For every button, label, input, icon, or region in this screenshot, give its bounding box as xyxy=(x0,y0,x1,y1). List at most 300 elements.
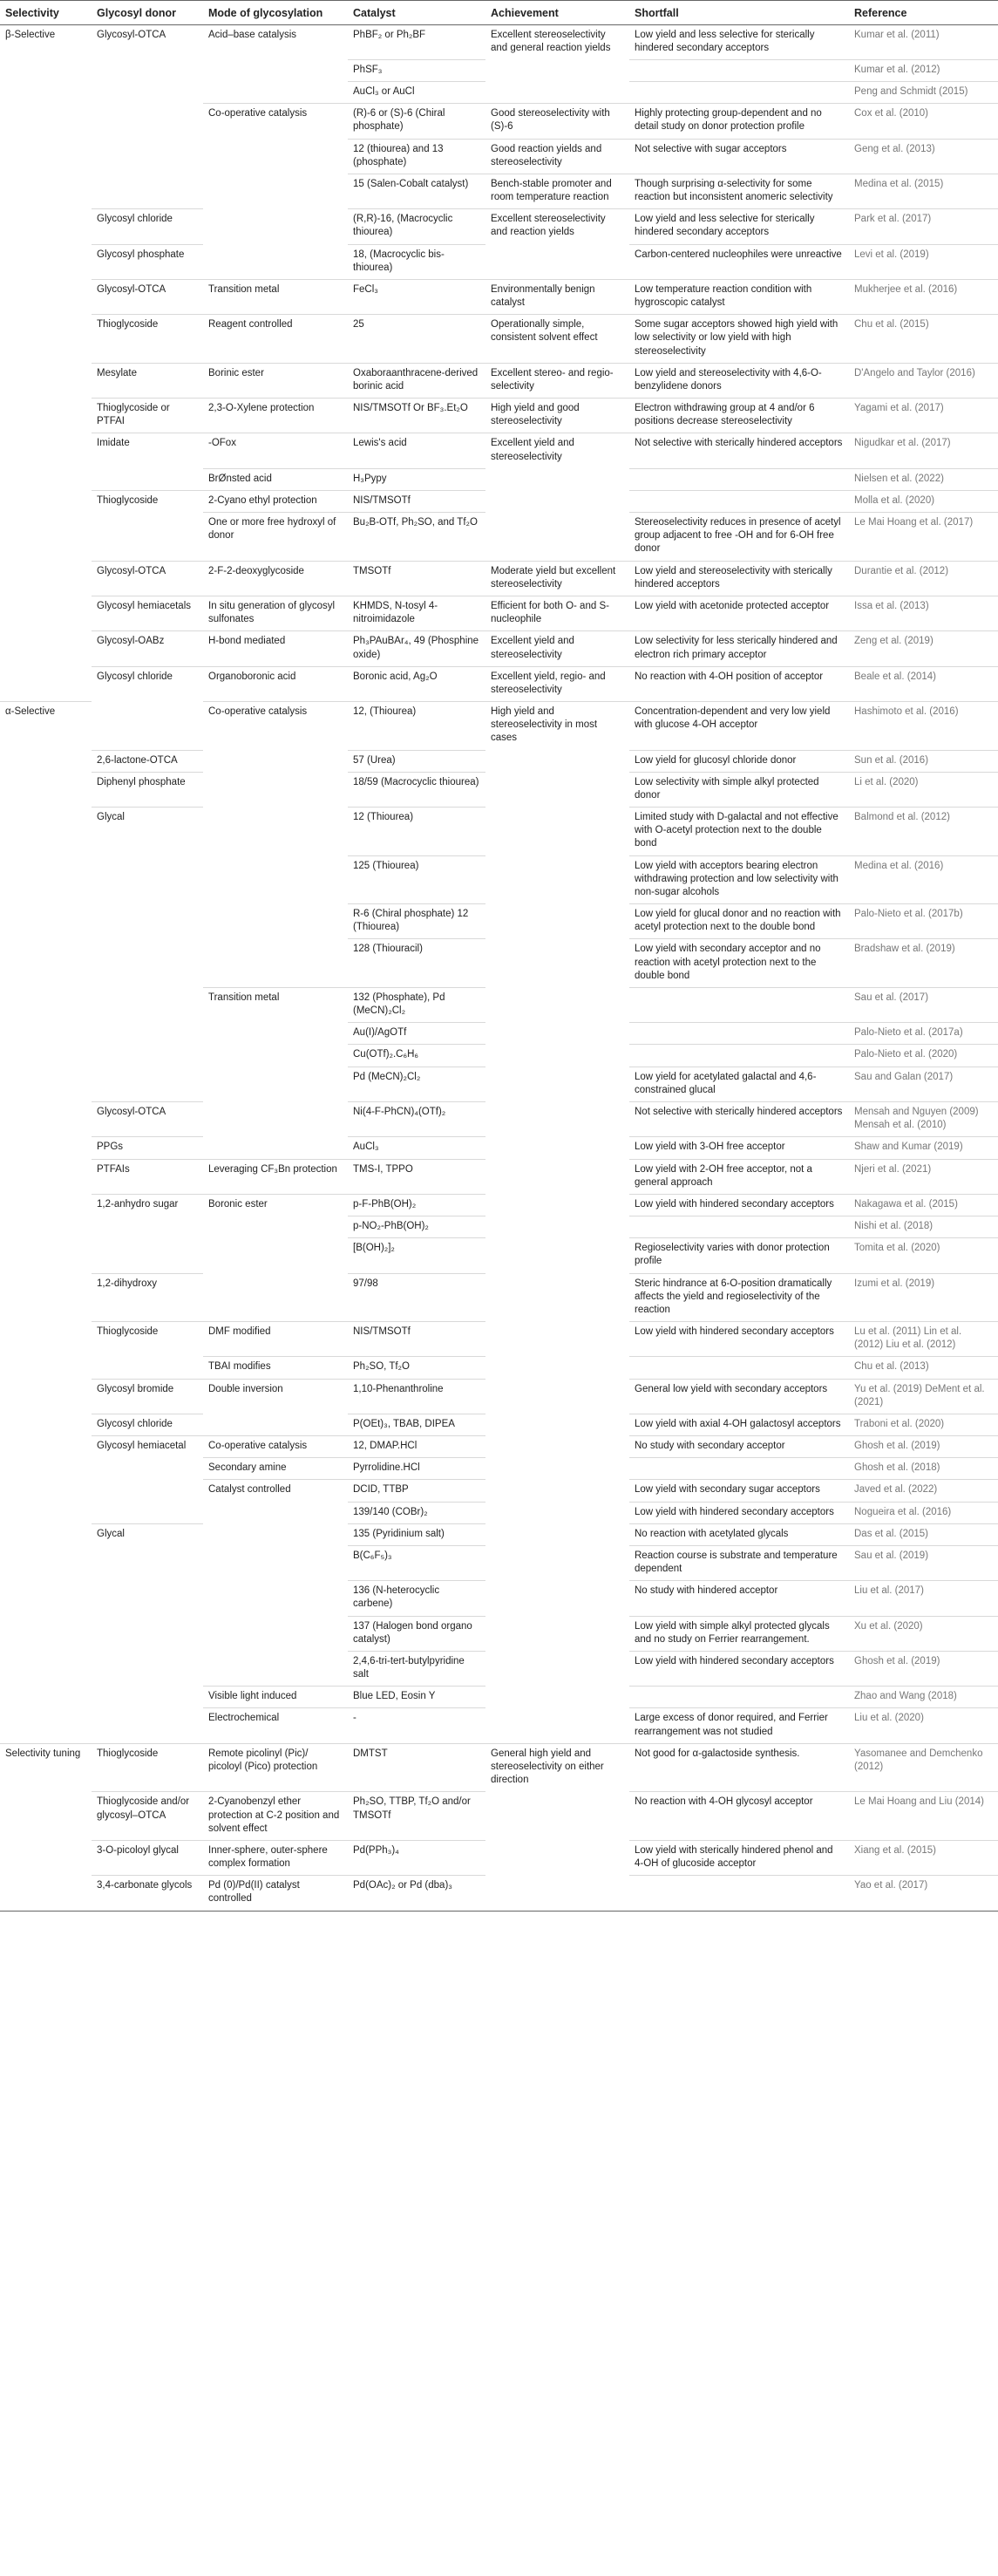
selectivity-cell xyxy=(0,1523,92,1545)
mode-cell xyxy=(203,1137,348,1159)
catalyst-cell: p-NO₂-PhB(OH)₂ xyxy=(348,1216,485,1238)
glycosyl-donor-cell: 3-O-picoloyl glycal xyxy=(92,1840,203,1875)
mode-cell: Reagent controlled xyxy=(203,315,348,364)
reference-cell: Kumar et al. (2012) xyxy=(849,59,998,81)
selectivity-cell xyxy=(0,561,92,596)
glycosyl-donor-cell xyxy=(92,82,203,104)
catalyst-cell: Au(I)/AgOTf xyxy=(348,1023,485,1045)
table-row xyxy=(0,1458,998,1480)
catalyst-cell: P(OEt)₃, TBAB, DIPEA xyxy=(348,1414,485,1435)
achievement-cell xyxy=(485,1137,629,1159)
table-row xyxy=(0,1101,998,1136)
glycosyl-donor-cell: Thioglycoside and/or glycosyl–OTCA xyxy=(92,1792,203,1841)
catalyst-cell: [B(OH)₂]₂ xyxy=(348,1238,485,1273)
shortfall-cell: Low yield with acetonide protected acceptor xyxy=(629,596,849,631)
reference-cell: Palo-Nieto et al. (2020) xyxy=(849,1045,998,1067)
reference-cell: Bradshaw et al. (2019) xyxy=(849,939,998,988)
catalyst-cell: KHMDS, N-tosyl 4-nitroimidazole xyxy=(348,596,485,631)
table-row xyxy=(0,1502,998,1523)
selectivity-cell xyxy=(0,1480,92,1502)
shortfall-cell: Low yield with sterically hindered phenol and 4-OH of glucoside acceptor xyxy=(629,1840,849,1875)
header-glycosyl-donor: Glycosyl donor xyxy=(92,1,203,25)
shortfall-cell xyxy=(629,1045,849,1067)
mode-cell: 2-F-2-deoxyglycoside xyxy=(203,561,348,596)
achievement-cell xyxy=(485,490,629,512)
achievement-cell xyxy=(485,1159,629,1194)
reference-cell: Molla et al. (2020) xyxy=(849,490,998,512)
achievement-cell: Excellent stereo- and regio-selectivity xyxy=(485,363,629,398)
selectivity-cell xyxy=(0,279,92,314)
mode-cell: Borinic ester xyxy=(203,363,348,398)
shortfall-cell: Not selective with sugar acceptors xyxy=(629,139,849,174)
reference-cell: Javed et al. (2022) xyxy=(849,1480,998,1502)
glycosyl-donor-cell xyxy=(92,1216,203,1238)
catalyst-cell: NIS/TMSOTf xyxy=(348,490,485,512)
header-catalyst: Catalyst xyxy=(348,1,485,25)
catalyst-cell: 18, (Macrocyclic bis-thiourea) xyxy=(348,244,485,279)
achievement-cell: High yield and good stereoselectivity xyxy=(485,399,629,433)
catalyst-cell: PhBF₂ or Ph₂BF xyxy=(348,24,485,59)
achievement-cell xyxy=(485,1067,629,1101)
table-row xyxy=(0,702,998,751)
table-row xyxy=(0,1273,998,1322)
achievement-cell xyxy=(485,244,629,279)
selectivity-cell xyxy=(0,468,92,490)
table-row xyxy=(0,855,998,904)
catalyst-cell: Bu₂B-OTf, Ph₂SO, and Tf₂O xyxy=(348,513,485,562)
reference-cell: Cox et al. (2010) xyxy=(849,104,998,139)
reference-cell: Sau et al. (2019) xyxy=(849,1545,998,1580)
selectivity-cell xyxy=(0,987,92,1022)
glycosyl-donor-cell xyxy=(92,513,203,562)
mode-cell xyxy=(203,855,348,904)
shortfall-cell: Low yield and less selective for sterically hindered secondary acceptors xyxy=(629,209,849,244)
selectivity-cell xyxy=(0,1458,92,1480)
reference-cell: Kumar et al. (2011) xyxy=(849,24,998,59)
reference-cell: Medina et al. (2016) xyxy=(849,855,998,904)
glycosyl-donor-cell xyxy=(92,1480,203,1502)
selectivity-cell xyxy=(0,1876,92,1911)
table-row xyxy=(0,1840,998,1875)
glycosyl-donor-cell xyxy=(92,1238,203,1273)
mode-cell: -OFox xyxy=(203,433,348,468)
mode-cell xyxy=(203,59,348,81)
selectivity-cell xyxy=(0,772,92,807)
achievement-cell: Excellent yield and stereoselectivity xyxy=(491,438,574,462)
achievement-cell xyxy=(485,939,629,988)
shortfall-cell: Low yield and less selective for sterically hindered secondary acceptors xyxy=(629,24,849,59)
table-row xyxy=(0,1322,998,1357)
table-row xyxy=(0,987,998,1022)
shortfall-cell: Electron withdrawing group at 4 and/or 6 positions decrease stereoselectivity xyxy=(629,399,849,433)
reference-cell: Issa et al. (2013) xyxy=(849,596,998,631)
glycosyl-donor-cell xyxy=(92,1616,203,1651)
glycosyl-donor-cell xyxy=(92,1357,203,1379)
mode-cell xyxy=(203,1502,348,1523)
achievement-cell xyxy=(485,513,629,562)
shortfall-cell: Low temperature reaction condition with hygroscopic catalyst xyxy=(629,279,849,314)
shortfall-cell: Low yield for glucal donor and no reaction with acetyl protection next to the double bond xyxy=(629,904,849,939)
table-row xyxy=(0,279,998,314)
catalyst-cell: 139/140 (COBr)₂ xyxy=(348,1502,485,1523)
mode-cell: Inner-sphere, outer-sphere complex formation xyxy=(203,1840,348,1875)
shortfall-cell: No reaction with 4-OH glycosyl acceptor xyxy=(629,1792,849,1841)
catalyst-cell: Ph₂SO, Tf₂O xyxy=(348,1357,485,1379)
reference-cell: Levi et al. (2019) xyxy=(849,244,998,279)
shortfall-cell xyxy=(629,1357,849,1379)
table-row xyxy=(0,513,998,562)
selectivity-cell xyxy=(0,1708,92,1743)
catalyst-cell: 25 xyxy=(348,315,485,364)
mode-cell xyxy=(203,904,348,939)
reference-cell: Mukherjee et al. (2016) xyxy=(849,279,998,314)
achievement-cell xyxy=(485,1458,629,1480)
shortfall-cell: Low yield with hindered secondary acceptors xyxy=(629,1651,849,1686)
glycosyl-donor-cell xyxy=(92,1687,203,1708)
selectivity-cell xyxy=(0,59,92,81)
catalyst-cell: DCID, TTBP xyxy=(348,1480,485,1502)
reference-cell: Nogueira et al. (2016) xyxy=(849,1502,998,1523)
shortfall-cell: Not selective with sterically hindered acceptors xyxy=(629,433,849,468)
glycosyl-donor-cell: PTFAIs xyxy=(92,1159,203,1194)
table-row xyxy=(0,596,998,631)
glycosyl-donor-cell xyxy=(92,468,203,490)
mode-cell: In situ generation of glycosyl sulfonates xyxy=(203,596,348,631)
selectivity-cell xyxy=(0,939,92,988)
glycosyl-donor-cell: Glycosyl hemiacetals xyxy=(92,596,203,631)
catalyst-cell: B(C₆F₅)₃ xyxy=(348,1545,485,1580)
catalyst-cell: TMSOTf xyxy=(348,561,485,596)
glycosyl-donor-cell: Glycal xyxy=(97,812,125,823)
achievement-cell xyxy=(485,59,629,81)
catalyst-cell: R-6 (Chiral phosphate) 12 (Thiourea) xyxy=(348,904,485,939)
shortfall-cell: Regioselectivity varies with donor protection profile xyxy=(629,1238,849,1273)
glycosyl-donor-cell: Glycosyl chloride xyxy=(97,671,173,682)
reference-cell: Chu et al. (2013) xyxy=(849,1357,998,1379)
shortfall-cell: Low yield with 2-OH free acceptor, not a general approach xyxy=(629,1159,849,1194)
shortfall-cell: Low yield and stereoselectivity with sterically hindered acceptors xyxy=(629,561,849,596)
table-header-row xyxy=(0,1,998,25)
reference-cell: Das et al. (2015) xyxy=(849,1523,998,1545)
selectivity-cell xyxy=(0,490,92,512)
mode-cell xyxy=(203,82,348,104)
glycosyl-donor-cell xyxy=(92,1023,203,1045)
catalyst-cell: (R,R)-16, (Macrocyclic thiourea) xyxy=(348,209,485,244)
mode-cell: TBAI modifies xyxy=(203,1357,348,1379)
shortfall-cell xyxy=(629,1876,849,1911)
reference-cell: Xiang et al. (2015) xyxy=(849,1840,998,1875)
reference-cell: Shaw and Kumar (2019) xyxy=(849,1137,998,1159)
mode-cell: Pd (0)/Pd(II) catalyst controlled xyxy=(203,1876,348,1911)
achievement-cell: Excellent yield, regio- and stereoselectivity xyxy=(485,666,629,701)
catalyst-cell: AuCl₃ xyxy=(348,1137,485,1159)
achievement-cell xyxy=(485,1708,629,1743)
glycosyl-donor-cell xyxy=(92,1502,203,1523)
glycosyl-donor-cell xyxy=(92,1458,203,1480)
mode-cell xyxy=(203,1616,348,1651)
glycosyl-donor-cell: Glycal xyxy=(97,1528,125,1539)
table-row xyxy=(0,1480,998,1502)
selectivity-cell xyxy=(0,1545,92,1580)
table-row xyxy=(0,399,998,433)
shortfall-cell: No study with secondary acceptor xyxy=(629,1436,849,1458)
selectivity-cell xyxy=(0,315,92,364)
reference-cell: Ghosh et al. (2018) xyxy=(849,1458,998,1480)
reference-cell: Ghosh et al. (2019) xyxy=(849,1651,998,1686)
reference-cell: Balmond et al. (2012) xyxy=(849,808,998,856)
achievement-cell xyxy=(485,1023,629,1045)
catalyst-cell: H₃Pypy xyxy=(348,468,485,490)
catalyst-cell: 57 (Urea) xyxy=(348,750,485,772)
reference-cell: Geng et al. (2013) xyxy=(849,139,998,174)
glycosyl-donor-cell: PPGs xyxy=(92,1137,203,1159)
table-row xyxy=(0,1743,998,1792)
achievement-cell xyxy=(485,808,629,856)
achievement-cell xyxy=(485,1216,629,1238)
shortfall-cell: Low selectivity with simple alkyl protected donor xyxy=(629,772,849,807)
selectivity-cell xyxy=(0,904,92,939)
mode-cell: Organoboronic acid xyxy=(203,666,348,701)
catalyst-cell: TMS-I, TPPO xyxy=(348,1159,485,1194)
mode-cell: DMF modified xyxy=(203,1322,348,1357)
glycosyl-donor-cell xyxy=(92,1651,203,1686)
glycosyl-donor-cell xyxy=(92,855,203,904)
reference-cell: Palo-Nieto et al. (2017b) xyxy=(849,904,998,939)
mode-cell: 2,3-O-Xylene protection xyxy=(203,399,348,433)
achievement-cell: Excellent yield and stereoselectivity xyxy=(485,631,629,666)
glycosyl-donor-cell xyxy=(92,1708,203,1743)
glycosyl-donor-cell xyxy=(92,1545,203,1580)
reference-cell: Peng and Schmidt (2015) xyxy=(849,82,998,104)
achievement-cell xyxy=(485,1687,629,1708)
reference-cell: Xu et al. (2020) xyxy=(849,1616,998,1651)
selectivity-cell xyxy=(0,1137,92,1159)
glycosyl-donor-cell xyxy=(92,702,203,751)
shortfall-cell: No reaction with 4-OH position of acceptor xyxy=(629,666,849,701)
selectivity-cell: β-Selective xyxy=(5,29,56,40)
shortfall-cell: Not good for α-galactoside synthesis. xyxy=(629,1743,849,1792)
catalyst-cell: - xyxy=(348,1708,485,1743)
catalyst-cell: Cu(OTf)₂.C₆H₆ xyxy=(348,1045,485,1067)
selectivity-cell xyxy=(0,1616,92,1651)
selectivity-cell xyxy=(0,209,92,244)
reference-cell: Beale et al. (2014) xyxy=(849,666,998,701)
achievement-cell xyxy=(485,987,629,1022)
header-reference: Reference xyxy=(849,1,998,25)
selectivity-cell xyxy=(0,1238,92,1273)
achievement-cell xyxy=(485,1792,629,1841)
shortfall-cell: Low yield for glucosyl chloride donor xyxy=(629,750,849,772)
selectivity-cell xyxy=(0,399,92,433)
reference-cell: Chu et al. (2015) xyxy=(849,315,998,364)
mode-cell xyxy=(203,808,348,856)
achievement-cell: High yield and stereoselectivity in most cases xyxy=(491,706,598,744)
shortfall-cell: Steric hindrance at 6-O-position dramatically affects the yield and regioselectivity of the reaction xyxy=(629,1273,849,1322)
achievement-cell xyxy=(485,1194,629,1216)
table-row xyxy=(0,1067,998,1101)
shortfall-cell: Low yield with hindered secondary acceptors xyxy=(629,1194,849,1216)
mode-cell xyxy=(203,1216,348,1238)
glycosyl-donor-cell: Glycosyl bromide xyxy=(92,1379,203,1414)
glycosyl-donor-cell: 3,4-carbonate glycols xyxy=(92,1876,203,1911)
mode-cell xyxy=(203,1545,348,1580)
glycosyl-donor-cell: Glycosyl-OABz xyxy=(92,631,203,666)
mode-cell: Catalyst controlled xyxy=(208,1484,291,1496)
glycosyl-donor-cell: Thioglycoside xyxy=(97,1326,159,1338)
mode-cell xyxy=(203,939,348,988)
mode-cell xyxy=(203,209,348,244)
reference-cell: Yagami et al. (2017) xyxy=(849,399,998,433)
glycosyl-donor-cell xyxy=(92,104,203,139)
glycosyl-donor-cell: Thioglycoside xyxy=(97,494,159,506)
reference-cell: Park et al. (2017) xyxy=(849,209,998,244)
catalyst-cell: Boronic acid, Ag₂O xyxy=(348,666,485,701)
table-row xyxy=(0,631,998,666)
selectivity-cell xyxy=(0,1792,92,1841)
catalyst-cell: 135 (Pyridinium salt) xyxy=(348,1523,485,1545)
selectivity-cell xyxy=(0,1322,92,1357)
mode-cell: Leveraging CF₃Bn protection xyxy=(203,1159,348,1194)
achievement-cell xyxy=(485,1273,629,1322)
table-row xyxy=(0,1137,998,1159)
achievement-cell xyxy=(485,1045,629,1067)
achievement-cell xyxy=(485,1523,629,1545)
reference-cell: Nakagawa et al. (2015) xyxy=(849,1194,998,1216)
mode-cell: Co-operative catalysis xyxy=(208,108,308,119)
shortfall-cell: Low yield with secondary acceptor and no reaction with acetyl protection next to the double bond xyxy=(629,939,849,988)
glycosyl-donor-cell: Glycosyl-OTCA xyxy=(92,561,203,596)
reference-cell: Traboni et al. (2020) xyxy=(849,1414,998,1435)
glycosyl-donor-cell: Glycosyl-OTCA xyxy=(92,1101,203,1136)
shortfall-cell: No study with hindered acceptor xyxy=(629,1581,849,1616)
mode-cell xyxy=(203,1414,348,1435)
table-row xyxy=(0,561,998,596)
shortfall-cell: Limited study with D-galactal and not effective with O-acetyl protection next to the double bond xyxy=(629,808,849,856)
table-row xyxy=(0,1194,998,1216)
reference-cell: Mensah and Nguyen (2009) Mensah et al. (2010) xyxy=(849,1101,998,1136)
shortfall-cell: General low yield with secondary acceptors xyxy=(629,1379,849,1414)
mode-cell: Remote picolinyl (Pic)/ picoloyl (Pico) protection xyxy=(203,1743,348,1792)
selectivity-cell xyxy=(0,1581,92,1616)
mode-cell xyxy=(203,750,348,772)
glycosyl-donor-cell: Thioglycoside or PTFAI xyxy=(92,399,203,433)
catalyst-cell: Ni(4-F-PhCN)₄(OTf)₂ xyxy=(348,1101,485,1136)
table-body xyxy=(0,24,998,1911)
achievement-cell xyxy=(485,1238,629,1273)
glycosyl-donor-cell xyxy=(92,904,203,939)
table-row xyxy=(0,315,998,364)
reference-cell: Le Mai Hoang and Liu (2014) xyxy=(849,1792,998,1841)
mode-cell: Transition metal xyxy=(208,992,280,1003)
selectivity-cell xyxy=(0,139,92,174)
mode-cell xyxy=(203,1273,348,1322)
catalyst-cell: 132 (Phosphate), Pd (MeCN)₂Cl₂ xyxy=(348,987,485,1022)
reference-cell: Sun et al. (2016) xyxy=(849,750,998,772)
glycosyl-donor-cell: Glycosyl phosphate xyxy=(92,244,203,279)
shortfall-cell xyxy=(629,82,849,104)
header-selectivity: Selectivity xyxy=(0,1,92,25)
selectivity-cell xyxy=(0,1651,92,1686)
mode-cell xyxy=(203,174,348,208)
mode-cell: One or more free hydroxyl of donor xyxy=(203,513,348,562)
glycosyl-donor-cell: Thioglycoside xyxy=(92,315,203,364)
table-row xyxy=(0,1045,998,1067)
table-row xyxy=(0,209,998,244)
mode-cell: H-bond mediated xyxy=(203,631,348,666)
selectivity-cell xyxy=(0,1159,92,1194)
shortfall-cell xyxy=(629,59,849,81)
shortfall-cell xyxy=(629,987,849,1022)
achievement-cell xyxy=(485,1436,629,1458)
shortfall-cell: Highly protecting group-dependent and no detail study on donor protection profile xyxy=(629,104,849,139)
achievement-cell: Environmentally benign catalyst xyxy=(485,279,629,314)
table-row xyxy=(0,808,998,856)
selectivity-cell xyxy=(0,1502,92,1523)
glycosyl-donor-cell xyxy=(92,1067,203,1101)
glycosyl-donor-cell: Glycosyl-OTCA xyxy=(97,29,166,40)
header-mode-of-glycosylation: Mode of glycosylation xyxy=(203,1,348,25)
table-row xyxy=(0,59,998,81)
achievement-cell xyxy=(485,1502,629,1523)
shortfall-cell: Low yield with secondary sugar acceptors xyxy=(629,1480,849,1502)
achievement-cell xyxy=(485,1840,629,1875)
selectivity-cell xyxy=(0,1067,92,1101)
glycosyl-donor-cell xyxy=(92,1045,203,1067)
reference-cell: Zhao and Wang (2018) xyxy=(849,1687,998,1708)
catalyst-cell: p-F-PhB(OH)₂ xyxy=(348,1194,485,1216)
catalyst-cell: 12 (thiourea) and 13 (phosphate) xyxy=(348,139,485,174)
selectivity-cell xyxy=(0,244,92,279)
reference-cell: Liu et al. (2017) xyxy=(849,1581,998,1616)
shortfall-cell: Low yield with axial 4-OH galactosyl acceptors xyxy=(629,1414,849,1435)
table-row xyxy=(0,904,998,939)
mode-cell: Electrochemical xyxy=(203,1708,348,1743)
catalyst-cell: 136 (N-heterocyclic carbene) xyxy=(348,1581,485,1616)
achievement-cell xyxy=(485,904,629,939)
reference-cell: Li et al. (2020) xyxy=(849,772,998,807)
achievement-cell xyxy=(485,1581,629,1616)
catalyst-cell: 125 (Thiourea) xyxy=(348,855,485,904)
selectivity-cell xyxy=(0,1840,92,1875)
catalyst-cell: Blue LED, Eosin Y xyxy=(348,1687,485,1708)
reference-cell: Nigudkar et al. (2017) xyxy=(849,433,998,468)
table-row xyxy=(0,666,998,701)
catalyst-cell: AuCl₃ or AuCl xyxy=(348,82,485,104)
glycosyl-donor-cell: Diphenyl phosphate xyxy=(92,772,203,807)
glycosyl-donor-cell: 2,6-lactone-OTCA xyxy=(92,750,203,772)
reference-cell: Zeng et al. (2019) xyxy=(849,631,998,666)
selectivity-cell xyxy=(0,1357,92,1379)
reference-cell: Njeri et al. (2021) xyxy=(849,1159,998,1194)
glycosyl-donor-cell: Glycosyl chloride xyxy=(92,1414,203,1435)
table-row xyxy=(0,363,998,398)
glycosyl-donor-cell: 1,2-dihydroxy xyxy=(92,1273,203,1322)
table-row xyxy=(0,490,998,512)
shortfall-cell xyxy=(629,1023,849,1045)
selectivity-cell xyxy=(0,666,92,701)
reference-cell: Nishi et al. (2018) xyxy=(849,1216,998,1238)
glycosyl-donor-cell: 1,2-anhydro sugar xyxy=(97,1198,179,1210)
reference-cell: D'Angelo and Taylor (2016) xyxy=(849,363,998,398)
reference-cell: Izumi et al. (2019) xyxy=(849,1273,998,1322)
mode-cell xyxy=(203,1581,348,1616)
achievement-cell xyxy=(485,1414,629,1435)
selectivity-cell xyxy=(0,1194,92,1216)
table-row xyxy=(0,1523,998,1545)
mode-cell: Boronic ester xyxy=(208,1198,268,1210)
table-row xyxy=(0,1023,998,1045)
selectivity-cell xyxy=(0,1436,92,1458)
